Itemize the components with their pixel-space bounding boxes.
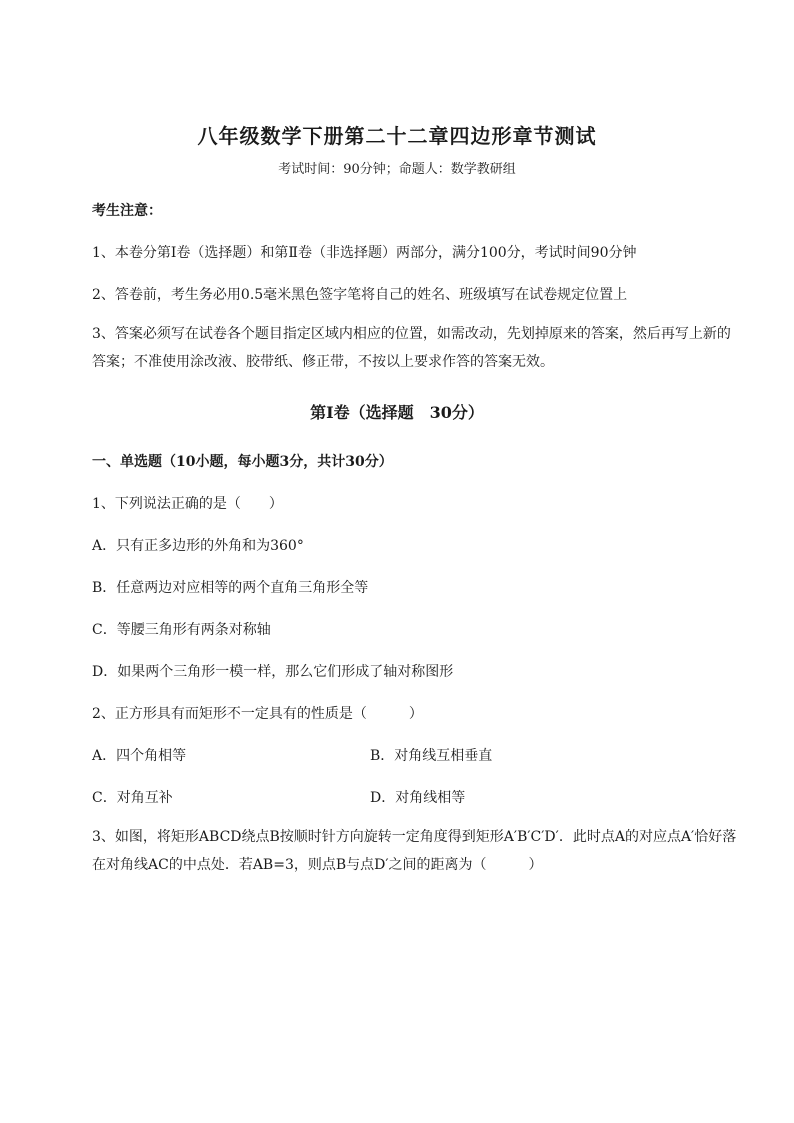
question-1-option-a: A．只有正多边形的外角和为360° <box>92 538 304 554</box>
page-title: 八年级数学下册第二十二章四边形章节测试 <box>197 124 597 148</box>
notice-item-3: 3、答案必须写在试卷各个题目指定区域内相应的位置，如需改动，先划掉原来的答案，然后再写上新的答案；不准使用涂改液、胶带纸、修正带，不按以上要求作答的答案无效。 <box>92 326 731 370</box>
question-1-option-d: D．如果两个三角形一模一样，那么它们形成了轴对称图形 <box>92 664 454 680</box>
question-2-option-a: A．四个角相等 <box>92 748 187 764</box>
question-1-option-c: C．等腰三角形有两条对称轴 <box>92 622 271 638</box>
page-subtitle: 考试时间：90分钟；命题人：数学教研组 <box>278 162 516 177</box>
question-2-stem: 2、正方形具有而矩形不一定具有的性质是（ ） <box>92 706 423 722</box>
question-2-option-c: C．对角互补 <box>92 790 173 806</box>
question-3-stem: 3、如图，将矩形ABCD绕点B按顺时针方向旋转一定角度得到矩形A′B′C′D′．此时点A的对应点A′恰好落在对角线AC的中点处．若AB=3，则点B与点D′之间的距离为（ ） <box>92 829 737 873</box>
section-heading: 一、单选题（10小题，每小题3分，共计30分） <box>92 454 393 470</box>
question-1-option-b: B．任意两边对应相等的两个直角三角形全等 <box>92 580 369 596</box>
part1-title: 第Ⅰ卷（选择题 30分） <box>310 403 484 422</box>
question-2-option-d: D．对角线相等 <box>370 790 466 806</box>
notice-heading: 考生注意： <box>92 203 162 219</box>
notice-item-1: 1、本卷分第Ⅰ卷（选择题）和第Ⅱ卷（非选择题）两部分，满分100分，考试时间90分钟 <box>92 245 637 261</box>
question-2-option-b: B．对角线互相垂直 <box>370 748 493 764</box>
question-1-stem: 1、下列说法正确的是（ ） <box>92 496 283 512</box>
notice-item-2: 2、答卷前，考生务必用0.5毫米黑色签字笔将自己的姓名、班级填写在试卷规定位置上 <box>92 287 628 303</box>
